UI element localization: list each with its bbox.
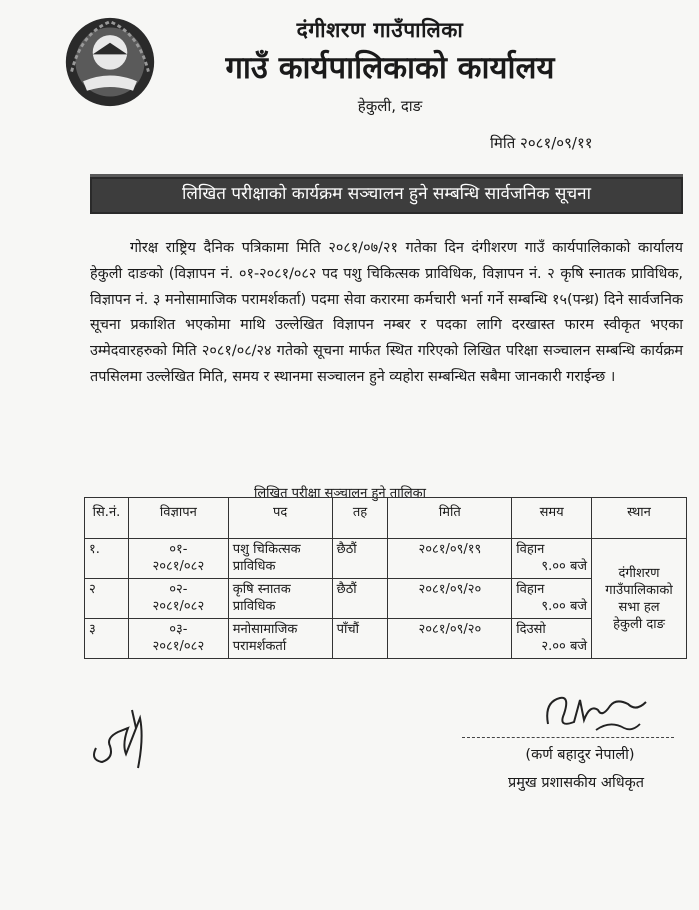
date-cell: २०८१/०९/१९ (388, 539, 512, 579)
office-location: हेकुली, दाङ (357, 97, 423, 115)
time-period: विहान (516, 582, 545, 597)
time-value: २.०० बजे (541, 639, 588, 654)
ad-year: २०८१/०८२ (152, 559, 205, 574)
notice-body: गोरक्ष राष्ट्रिय दैनिक पत्रिकामा मिति २०८१/०७/२१ गतेका दिन दंगीशरण गाउँ कार्यपालिकाको कार्यालय हेकुली दाङको (विज्ञापन नं. ०१-२०८१/०८२ पद पशु चिकित्सक प्राविधिक, विज्ञापन नं. २ कृषि स्नातक प्राविधिक, विज्ञापन नं. ३ मनोसामाजिक परामर्शकर्ता) पदमा सेवा करारमा कर्मचारी भर्ना गर्ने सम्बन्धि १५(पन्ध्र) दिने सार्वजनिक सूचना प्रकाशित भएकोमा माथि उल्लेखित विज्ञापन नम्बर र पदका लागि दरखास्त फारम स्वीकृत भएका उम्मेदवारहरुको मिति २०८१/०८/२४ गतेको सूचना मार्फत स्थित गरिएको लिखित परिक्षा सञ्चालन सम्बन्धि कार्यक्रम तपसिलमा उल्लेखित मिति, समय र स्थानमा सञ्चालन हुने व्यहोरा सम्बन्धित सबैमा जानकारी गराईन्छ । (90, 240, 683, 385)
ad-number: ०२- (169, 582, 188, 597)
ad-number: ०१- (169, 542, 188, 557)
ad-cell (128, 619, 228, 659)
exam-schedule-table (84, 497, 687, 659)
serial-cell: १. (85, 539, 129, 579)
post-line: प्राविधिक (232, 599, 276, 614)
ad-year: २०८१/०८२ (152, 599, 205, 614)
time-cell (512, 539, 592, 579)
post-line: मनोसामाजिक (232, 622, 298, 637)
post-cell (228, 619, 332, 659)
government-emblem-icon (62, 14, 158, 110)
ad-number: ०३- (169, 622, 188, 637)
level-cell: पाँचौं (332, 619, 388, 659)
venue-line: गाउँपालिकाको (605, 582, 673, 598)
time-value: ९.०० बजे (541, 559, 588, 574)
post-cell (228, 539, 332, 579)
signature-line (462, 737, 674, 738)
post-line: पशु चिकित्सक (232, 542, 301, 557)
table-header-row (85, 498, 687, 539)
venue-line: हेकुली दाङ (613, 616, 665, 632)
table-row (85, 539, 687, 579)
serial-cell: ३ (85, 619, 129, 659)
signer-title: प्रमुख प्रशासकीय अधिकृत (507, 775, 645, 791)
serial-cell: २ (85, 579, 129, 619)
municipality-name: दंगीशरण गाउँपालिका (296, 18, 464, 42)
time-period: विहान (516, 542, 545, 557)
notice-title-banner: लिखित परीक्षाको कार्यक्रम सञ्चालन हुने सम्बन्धि सार्वजनिक सूचना (90, 174, 683, 214)
venue-line: सभा हल (618, 599, 660, 615)
col-header: तह (332, 498, 388, 539)
time-period: दिउसो (516, 622, 546, 637)
handwritten-signature (540, 684, 660, 738)
col-header: विज्ञापन (128, 498, 228, 539)
office-name: गाउँ कार्यपालिकाको कार्यालय (225, 50, 555, 86)
venue-cell (592, 539, 687, 659)
time-cell (512, 619, 592, 659)
venue-line: दंगीशरण (618, 565, 660, 581)
time-value: ९.०० बजे (541, 599, 588, 614)
post-line: प्राविधिक (232, 559, 276, 574)
post-cell (228, 579, 332, 619)
notice-date: मिति २०८१/०९/११ (490, 134, 593, 152)
level-cell: छैठौं (332, 539, 388, 579)
handwritten-initials (88, 688, 178, 776)
date-cell: २०८१/०९/२० (388, 579, 512, 619)
ad-year: २०८१/०८२ (152, 639, 205, 654)
date-cell: २०८१/०९/२० (388, 619, 512, 659)
table-caption: लिखित परीक्षा सञ्चालन हुने तालिका (253, 486, 427, 501)
post-line: परामर्शकर्ता (232, 639, 287, 654)
col-header: समय (512, 498, 592, 539)
level-cell: छैठौं (332, 579, 388, 619)
ad-cell (128, 579, 228, 619)
post-line: कृषि स्नातक (232, 582, 291, 597)
ad-cell (128, 539, 228, 579)
col-header: पद (228, 498, 332, 539)
col-header: सि.नं. (85, 498, 129, 539)
col-header: मिति (388, 498, 512, 539)
time-cell (512, 579, 592, 619)
col-header: स्थान (592, 498, 687, 539)
signer-name: (कर्ण बहादुर नेपाली) (525, 747, 635, 763)
